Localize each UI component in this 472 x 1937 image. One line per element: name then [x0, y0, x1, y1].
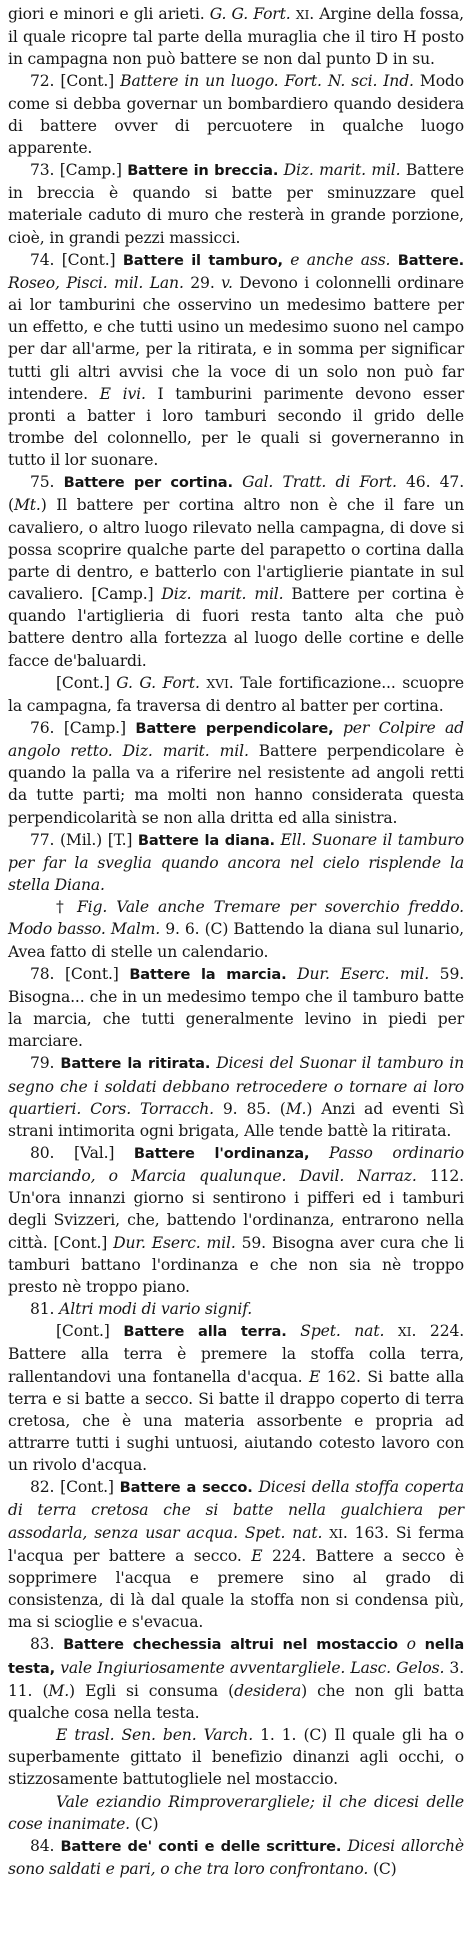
italic-text: E	[251, 1546, 263, 1565]
italic-text: G. G. Fort.	[116, 673, 200, 692]
text-run: (C)	[129, 1814, 159, 1833]
text-run: I tamburini parimente devono esser pronti a batter i loro tamburi secondo il grido delle trombe del colonnello, per le quali si governeranno in tutto il lor suonare.	[8, 384, 464, 470]
entry-paragraph	[8, 717, 464, 829]
entry-headword: Battere il tamburo,	[122, 251, 283, 269]
text-run: ) che non gli batta qualche cosa nella testa.	[8, 1681, 464, 1722]
text-run: †	[56, 898, 77, 917]
text-run	[333, 719, 342, 737]
text-run: 76. [Camp.]	[30, 719, 136, 737]
entry-headword: Battere perpendicolare,	[135, 720, 334, 737]
entry-headword: Battere alla terra.	[123, 1323, 287, 1341]
entry-headword: Battere chechessia altrui nel mostaccio	[63, 1636, 398, 1654]
entry-headword: Battere l'ordinanza,	[133, 1144, 310, 1162]
text-run: 79.	[30, 1054, 61, 1073]
text-run: . 163. Si ferma l'acqua per battere a secco.	[8, 1523, 465, 1565]
entry-paragraph	[8, 159, 464, 249]
text-run: Modo come si debba governar un bombardiero quando desidera di battere ovver di percuotere in qualche luogo apparente.	[8, 72, 465, 157]
text-run	[416, 1635, 425, 1653]
entry-paragraph	[8, 1724, 464, 1790]
text-run: 73. [Camp.]	[30, 161, 128, 180]
italic-text: per Colpire ad angolo retto. Diz. marit. mil.	[8, 719, 465, 761]
text-run: Devono i colonnelli ordinare ai lor tamburini che osservino un medesimo battere per un effetto, e che tutti usino un medesimo suono nel campo per dar all'arme, per la ritirata, e in somma per significar tutti gli altri avvisi che la voce di un solo non può far intendere.	[8, 273, 465, 403]
italic-text: v.	[221, 273, 233, 292]
text-run: 75.	[30, 473, 64, 492]
text-run: 74. [Cont.]	[30, 250, 123, 269]
text-run: XI	[295, 7, 310, 22]
italic-text: Roseo, Pisci. mil. Lan.	[8, 273, 184, 292]
italic-text: Passo ordinario marciando, o Marcia qualunque. Davil. Narraz.	[8, 1143, 464, 1186]
text-run: . 224. Battere alla terra è premere la stoffa colla terra, rallentandovi una fontanella d'acqua.	[8, 1322, 465, 1386]
italic-text: E ivi.	[99, 384, 146, 403]
text-run: 59. Bisogna aver cura che li tamburi battano l'ordinanza e che non sia nè troppo presto nè troppo piano.	[8, 1233, 464, 1296]
italic-text: vale Ingiuriosamente avventargliele. Lasc. Gelos.	[60, 1658, 445, 1677]
text-run	[287, 1322, 301, 1340]
text-run: ) Il battere per cortina altro non è che il fare un cavaliero, o altro luogo rilevato nella campagna, di dove si possa scoprire qualche parte del parapetto o cortina dalla parte di dentro, e batterlo con l'artiglierie piantate in sul cavaliero. [Camp.]	[8, 496, 464, 604]
text-run: 80. [Val.]	[30, 1143, 134, 1162]
text-run: 162. Si batte alla terra e si batte a secco. Si batte il drappo coperto di terra cretosa, che è una materia assorbente e propria ad attrarre tutti i sughi untuosi, aiutando cotesto lavoro con un rivolo d'acqua.	[8, 1367, 464, 1475]
text-run: 82. [Cont.]	[30, 1478, 120, 1497]
text-run: 77. (Mil.) [T.]	[30, 830, 138, 849]
entry-headword: Battere a secco.	[119, 1479, 253, 1497]
entry-headword: Battere in breccia.	[127, 162, 279, 180]
italic-text: Diz. marit. mil.	[161, 585, 284, 604]
entry-paragraph	[8, 70, 464, 159]
text-run: (C)	[368, 1859, 397, 1878]
italic-text: e anche ass.	[290, 250, 391, 269]
text-run: giori e minori e gli arieti.	[8, 5, 210, 23]
italic-text: Mt.	[13, 496, 41, 515]
italic-text: o	[406, 1635, 416, 1654]
italic-text: M.	[48, 1681, 70, 1700]
text-run	[309, 1144, 329, 1162]
italic-text: G. G. Fort.	[209, 5, 291, 23]
text-run	[287, 965, 298, 983]
entry-headword: Battere la ritirata.	[60, 1055, 211, 1073]
text-run	[398, 1635, 407, 1653]
text-run: 224. Battere a secco è sopprimere l'acqua e premere sino al grado di consistenza, di là dal quale la stoffa non si condensa più, ma si scioglie e s'evacua.	[8, 1546, 464, 1632]
italic-text: Ell. Suonare il tamburo per far la sveglia quando ancora nel cielo risplende la stella Diana.	[8, 830, 464, 895]
italic-text: E trasl. Sen. ben. Varch.	[56, 1726, 254, 1745]
text-run: 3. 11. (	[8, 1658, 465, 1700]
text-run: Battere in breccia è quando si batte per sminuzzare quel materiale caduto di muro che resterà in grande porzione, cioè, in grandi pezzi massicci.	[8, 161, 464, 247]
italic-text: M.	[285, 1099, 307, 1118]
text-run: XI	[329, 1525, 343, 1541]
entry-paragraph	[8, 1320, 464, 1476]
entry-paragraph	[8, 1791, 464, 1835]
italic-text: Spet. nat.	[300, 1322, 385, 1341]
entry-paragraph	[8, 471, 464, 671]
entry-paragraph	[8, 1052, 464, 1142]
italic-text: Gal. Tratt. di Fort.	[242, 473, 397, 492]
italic-text: Diz. marit. mil.	[283, 161, 401, 180]
entry-paragraph	[8, 1633, 464, 1724]
entry-headword: nella testa,	[8, 1636, 465, 1677]
entry-paragraph	[8, 3, 464, 70]
entry-headword: Battere.	[397, 251, 465, 269]
text-run: [Cont.]	[56, 1322, 124, 1341]
entry-paragraph	[8, 1476, 464, 1633]
entry-paragraph	[8, 896, 464, 962]
text-run: 83.	[30, 1635, 64, 1654]
text-run: 84.	[30, 1836, 61, 1855]
italic-text: desidera	[234, 1681, 302, 1700]
text-run: 1. 1. (C) Il quale gli ha o superbamente gittato il benefizio dinanzi agli occhi, o stizzosamente battutogliele nel mostaccio.	[8, 1726, 464, 1789]
text-run: XVI	[206, 675, 229, 691]
text-run: 81.	[30, 1300, 60, 1319]
text-run: 59. Bisogna... che in un medesimo tempo che il tamburo batte la marcia, che tutti generalmente levino in piedi per marciare.	[8, 964, 465, 1051]
text-run: . Tale fortificazione... scuopre la campagna, fa traversa di dentro al batter per cortina.	[8, 673, 464, 715]
entry-paragraph	[8, 829, 464, 896]
entry-paragraph	[8, 1298, 464, 1320]
entry-paragraph	[8, 1142, 464, 1298]
italic-text: E	[308, 1367, 321, 1386]
text-run	[384, 1322, 398, 1340]
entry-headword: Battere per cortina.	[63, 474, 233, 492]
entry-headword: Battere la diana.	[137, 831, 275, 849]
text-run: 9. 85. (	[213, 1099, 286, 1118]
text-run: ) Egli si consuma (	[69, 1681, 235, 1700]
italic-text: Dur. Eserc. mil.	[297, 964, 430, 983]
entry-headword: Battere la marcia.	[129, 965, 287, 983]
text-run: . Argine della fossa, il quale ricopre tal parte della muraglia che il tiro H posto in campagna non può battere se non dal punto D in su.	[8, 5, 464, 69]
italic-text: Vale eziandio Rimproverargliele; il che dicesi delle cose inanimate.	[8, 1792, 464, 1833]
entry-paragraph	[8, 963, 464, 1053]
italic-text: Battere in un luogo. Fort. N. sci. Ind.	[120, 72, 414, 91]
text-run: Battere per cortina è quando l'artiglieria di fuori resta tanto alta che può battere dentro alla fortezza al luogo delle cortine e delle facce de'baluardi.	[8, 585, 464, 670]
text-run: 72. [Cont.]	[30, 72, 121, 91]
text-run: ) Anzi ad eventi Sì strani intimorita ogni brigata, Alle tende battè la ritirata.	[8, 1099, 464, 1140]
text-run	[390, 251, 397, 269]
entry-paragraph	[8, 249, 464, 472]
italic-text: Fig. Vale anche Tremare per soverchio freddo. Modo basso. Malm.	[8, 898, 464, 939]
text-run	[233, 473, 242, 491]
text-run: 9. 6. (C) Battendo la diana sul lunario, Avea fatto di stelle un calendario.	[8, 920, 464, 961]
italic-text: Dicesi allorchè sono saldati e pari, o che tra loro confrontano.	[8, 1836, 465, 1878]
italic-text: Altri modi di vario signif.	[59, 1300, 253, 1319]
entry-paragraph	[8, 672, 464, 717]
text-run: 112. Un'ora innanzi giorno si sentirono i pifferi ed i tamburi degli Svizzeri, che, battendo l'ordinanza, entrarono nella città. [Cont.]	[8, 1167, 464, 1252]
entry-headword: Battere de' conti e delle scritture.	[60, 1837, 342, 1855]
text-run: XI	[397, 1324, 412, 1340]
text-run: Battere perpendicolare è quando la palla va a riferire nel resistente ad angoli retti da tutte parti; ma molti non hanno considerata questa perpendicolarità se non alla dritta ed alla sinistra.	[8, 742, 464, 827]
italic-text: Dicesi della stoffa coperta di terra cretosa che si batte nella gualchiera per assodarla, senza usar acqua. Spet. nat.	[8, 1478, 465, 1542]
italic-text: Dur. Eserc. mil.	[113, 1233, 236, 1252]
text-run: 46. 47. (	[8, 473, 465, 515]
italic-text: Dicesi del Suonar il tamburo in segno che i soldati debbano retrocedere o tornare ai loro quartieri. Cors. Torracch.	[8, 1054, 464, 1118]
text-run: [Cont.]	[56, 673, 117, 692]
text-run: 29.	[183, 273, 222, 292]
text-run: 78. [Cont.]	[30, 964, 130, 983]
entry-paragraph	[8, 1835, 464, 1880]
